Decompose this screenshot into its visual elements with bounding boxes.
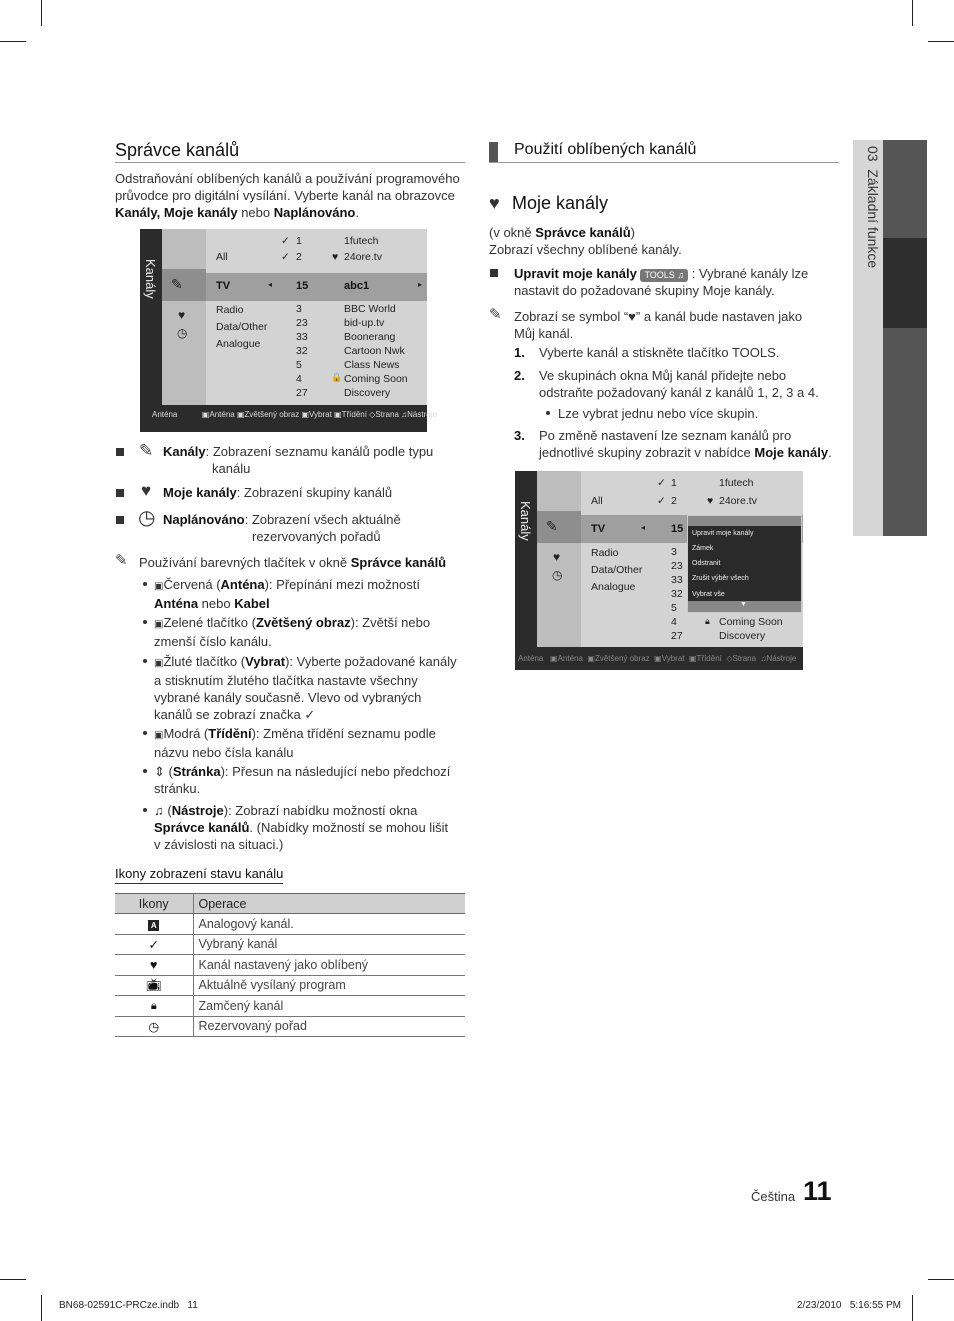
step-2: Ve skupinách okna Můj kanál přidejte nebo odstraňte požadovaný kanál z kanálů 1, 2, 3 a 4. [539, 368, 819, 400]
chapter-tab [853, 140, 927, 536]
section-title-spravce: Správce kanálů [115, 140, 240, 160]
check-icon: ✓ [304, 707, 316, 722]
red-button-desc: ▣Červená (Anténa): Přepínání mezi možností Anténa nebo Kabel [154, 577, 420, 611]
heart-icon: ♥ [150, 957, 158, 972]
crop-mark [928, 41, 954, 42]
step-number: 3. [514, 428, 525, 443]
my-channels-screen: Kanály ✎ ♥ ◷ ✓ 1 1futech All ✓ 2 ♥ 24ore.tv TV ◂ 15 Radio Data/Other Analogue 3 23 33 32 5 4 27 🔒︎ Coming Soon Discovery Upravit moje kanály Zámek Odstranit Zrušit výběr všech Vybrat vše ▼ Anténa ▣Anténa ▣Zvětšený obraz ▣Vybrat ▣Třídění ◇Strana ♫Nástroje [515, 471, 803, 670]
bullet-my-channels: Moje kanály: Zobrazení skupiny kanálů [163, 485, 393, 500]
menu-item[interactable]: Upravit moje kanály [692, 530, 754, 537]
analog-icon: A [148, 920, 159, 931]
lock-icon: 🔒 [331, 372, 343, 382]
heart-icon: ♥ [489, 193, 500, 213]
step-number: 1. [514, 345, 525, 360]
menu-item[interactable]: Zámek [692, 545, 714, 552]
green-button-desc: ▣Zelené tlačítko (Zvětšený obraz): Zvětší nebo zmenší číslo kanálu. [154, 615, 431, 649]
heart-icon: ♥ [332, 251, 339, 263]
table-row: 📺︎ Aktuálně vysílaný program [115, 975, 465, 996]
bullet [116, 516, 124, 524]
lock-icon: 🔒︎ [150, 1000, 157, 1013]
group-column: Radio Data/Other Analogue [591, 547, 643, 593]
channel-manager-screen: Kanály ✎ ♥ ◷ ✓ 1 1futech All ✓ 2 ♥ 24ore.tv TV ◂ 15 abc1 ▸ Radio Data/Other Analogue 3 23 33 32 5 4 27 BBC World bid-up.tv Boonerang Cartoon Nwk Class News Coming Soon Discovery 🔒 Anténa ▣Anténa ▣Zvětšený obraz ▣Vybrat ▣Třídění ◇Strana ♫Nástroje [140, 229, 427, 432]
page-number: 11 [803, 1176, 832, 1206]
language-label: Čeština [751, 1189, 796, 1204]
number-column: 3 23 33 32 5 4 27 [671, 546, 683, 642]
channels-icon: ✎ [171, 276, 183, 292]
arrow-left-icon: ◂ [268, 280, 273, 289]
print-date: 2/23/2010 5:16:55 PM [797, 1300, 901, 1311]
heart-icon: ♥ [628, 309, 636, 324]
bullet [116, 489, 124, 497]
check-icon: ✓ [657, 477, 666, 489]
lock-icon: 🔒︎ [705, 616, 710, 626]
chapter-label: 03 Základní funkce [865, 146, 881, 269]
table-row: A Analogový kanál. [115, 914, 465, 935]
heart-icon: ♥ [178, 308, 186, 322]
step-3: Po změně nastavení lze seznam kanálů pro jednotlivé skupiny zobrazit v nabídce Moje kanály. [539, 428, 832, 460]
channels-icon: ✎ [139, 441, 154, 460]
crop-mark [912, 1295, 913, 1321]
tools-button-desc: ♫ (Nástroje): Zobrazí nabídku možností okna Správce kanálů. (Nabídky možností se mohou lišit v závislosti na situaci.) [154, 803, 449, 852]
crop-mark [0, 41, 26, 42]
check-icon: ✓ [657, 495, 666, 507]
blue-button-icon: ▣ [154, 730, 164, 741]
crop-mark [928, 1279, 954, 1280]
tools-badge: TOOLS ♫ [640, 269, 688, 282]
group-column: Radio Data/Other Analogue [216, 304, 268, 350]
crop-mark [0, 1279, 26, 1280]
file-info: BN68-02591C-PRCze.indb 11 [59, 1300, 198, 1311]
chevron-down-icon: ▼ [740, 601, 747, 608]
name-column: Coming Soon Discovery [719, 616, 783, 642]
menu-item[interactable]: Zrušit výběr všech [692, 575, 749, 582]
note-icon: ✎ [115, 552, 128, 569]
yellow-button-icon: ▣ [154, 658, 164, 669]
bullet-channels: Kanály: Zobrazení seznamu kanálů podle typu kanálu [163, 444, 434, 476]
table-row: ♥ Kanál nastavený jako oblíbený [115, 955, 465, 976]
clock-icon: ◷ [138, 507, 156, 529]
red-button-icon: ▣ [154, 581, 164, 592]
blue-button-desc: ▣Modrá (Třídění): Změna třídění seznamu podle názvu nebo čísla kanálu [154, 726, 436, 760]
clock-icon: ◷ [177, 326, 188, 340]
tools-menu [687, 515, 802, 613]
title-rule [115, 162, 465, 163]
step-number: 2. [514, 368, 525, 383]
screen-footer: Anténa ▣Anténa ▣Zvětšený obraz ▣Vybrat ▣Třídění ◇Strana ♫Nástroje [518, 654, 797, 663]
heart-icon: ♥ [553, 550, 561, 564]
arrow-left-icon: ◂ [641, 523, 646, 532]
icons-table: Ikony Operace A Analogový kanál. ✓ Vybraný kanál ♥ Kanál nastavený jako oblíbený 📺︎ Aktuálně vysílaný program 🔒︎ Zamčený kanál ◷ Rezervovaný pořad [115, 893, 465, 1037]
tv-icon: 📺︎ [145, 977, 162, 992]
note-color-buttons: Používání barevných tlačítek v okně Správce kanálů [139, 555, 447, 570]
step-2-sub: Lze vybrat jednu nebo více skupin. [558, 406, 759, 421]
heart-icon: ♥ [707, 495, 714, 507]
section-marker [489, 142, 498, 162]
page-button-desc: ⇕ (Stránka): Přesun na následující nebo předchozí stránku. [154, 764, 451, 796]
screen-footer: Anténa ▣Anténa ▣Zvětšený obraz ▣Vybrat ▣Třídění ◇Strana ♫Nástroje [152, 410, 437, 419]
clock-icon: ◷ [148, 1019, 160, 1034]
heart-icon: ♥ [141, 481, 152, 500]
bullet [116, 448, 124, 456]
name-column: BBC World bid-up.tv Boonerang Cartoon Nwk Class News Coming Soon Discovery [344, 303, 408, 399]
section-title-favorites: Použití oblíbených kanálů [514, 141, 697, 158]
channels-icon: ✎ [546, 518, 558, 534]
menu-item[interactable]: Vybrat vše [692, 591, 725, 598]
crop-mark [912, 0, 913, 26]
title-rule [489, 162, 839, 163]
check-icon: ✓ [281, 235, 290, 247]
check-icon: ✓ [148, 937, 159, 952]
bullet [490, 269, 498, 277]
icons-heading: Ikony zobrazení stavu kanálu [115, 865, 283, 884]
step-1: Vyberte kanál a stiskněte tlačítko TOOLS. [539, 345, 780, 360]
right-intro: (v okně Správce kanálů) Zobrazí všechny oblíbené kanály. [489, 225, 682, 257]
clock-icon: ◷ [552, 568, 563, 582]
tools-icon: ♫ [154, 803, 164, 818]
intro-text: Odstraňování oblíbených kanálů a používání programového průvodce pro digitální vysílání. Vyberte kanál na obrazovce Kanály, Moje kanály nebo Naplánováno. [115, 171, 460, 220]
menu-item[interactable]: Odstranit [692, 560, 721, 567]
table-row: ◷ Rezervovaný pořad [115, 1016, 465, 1037]
subtitle-my-channels: Moje kanály [512, 193, 609, 213]
table-row: 🔒︎ Zamčený kanál [115, 996, 465, 1017]
selected-row [206, 273, 427, 301]
yellow-button-desc: ▣Žluté tlačítko (Vybrat): Vyberte požadované kanály a stisknutím žlutého tlačítka nastavte všechny vybrané kanály současně. Vlevo od vybraných kanálů se zobrazí značka ✓ [154, 654, 457, 722]
note-symbol: Zobrazí se symbol “♥” a kanál bude nastaven jako Můj kanál. [514, 309, 803, 341]
check-icon: ✓ [281, 251, 290, 263]
crop-mark [41, 0, 42, 26]
arrow-right-icon: ▸ [418, 280, 423, 289]
note-icon: ✎ [489, 306, 502, 323]
bullet-edit-my-channels: Upravit moje kanály TOOLS ♫ : Vybrané kanály lze nastavit do požadované skupiny Moje kanály. [514, 266, 809, 298]
table-row: ✓ Vybraný kanál [115, 934, 465, 955]
bullet-scheduled: Naplánováno: Zobrazení všech aktuálně rezervovaných pořadů [163, 512, 401, 544]
crop-mark [41, 1295, 42, 1321]
green-button-icon: ▣ [154, 619, 164, 630]
number-column: 3 23 33 32 5 4 27 [296, 303, 308, 399]
page-updown-icon: ⇕ [154, 764, 165, 779]
